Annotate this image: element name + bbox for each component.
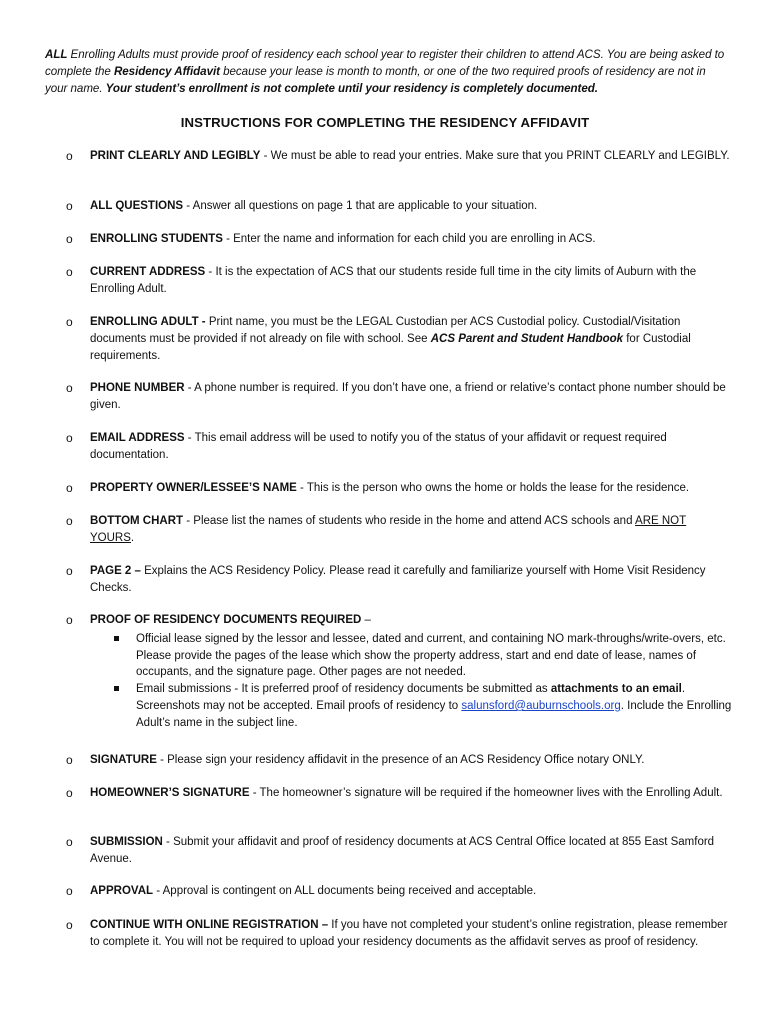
item-text: - It is the expectation of ACS that our students reside full time in the city limits of Auburn with the Enrolling Adult. bbox=[90, 266, 697, 295]
item-text: Print name, you must be the LEGAL Custodian per ACS Custodial policy. Custodial/Visitation documents must be provided if not already on file with school. See bbox=[90, 316, 681, 345]
instructions-heading: INSTRUCTIONS FOR COMPLETING THE RESIDENCY AFFIDAVIT bbox=[180, 115, 590, 130]
item-label: CURRENT ADDRESS bbox=[90, 266, 206, 278]
intro-emphasis: Your student’s enrollment is not complete until your residency is completely documented. bbox=[105, 82, 598, 95]
item-text: - Please sign your residency affidavit in the presence of an ACS Residency Office notary ONLY. bbox=[156, 754, 645, 766]
bullet-icon: o bbox=[66, 514, 73, 528]
item-text: - This is the person who owns the home or holds the lease for the residence. bbox=[296, 482, 690, 494]
item-text: - We must be able to read your entries. Make sure that you PRINT CLEARLY and LEGIBLY. bbox=[260, 150, 730, 162]
item-label: PROPERTY OWNER/LESSEE’S NAME bbox=[90, 482, 297, 494]
item-text: - A phone number is required. If you don’t have one, a friend or relative’s contact phone number should be given. bbox=[90, 382, 726, 411]
bullet-icon: o bbox=[66, 381, 73, 395]
item-text: Explains the ACS Residency Policy. Please read it carefully and familiarize yourself with Home Visit Residency Checks. bbox=[90, 565, 706, 594]
item-label: PHONE NUMBER bbox=[90, 382, 185, 394]
intro-residency-affidavit: Residency Affidavit bbox=[113, 65, 220, 78]
instruction-approval bbox=[66, 883, 730, 900]
bullet-icon: o bbox=[66, 753, 73, 767]
intro-text-2: because your lease is month to month, or one of the two required proofs of residency are not in your name. bbox=[45, 65, 706, 95]
item-text: – bbox=[361, 614, 371, 626]
bullet-icon: o bbox=[66, 265, 73, 279]
attachments-emphasis: attachments to an email bbox=[550, 683, 682, 696]
bullet-icon: o bbox=[66, 232, 73, 246]
email-link[interactable]: salunsford@auburnschools.org bbox=[461, 699, 621, 712]
instruction-submission bbox=[66, 834, 730, 868]
item-label: PAGE 2 – bbox=[90, 565, 141, 577]
instruction-enrolling-adult bbox=[66, 314, 730, 364]
instruction-enrolling-students bbox=[66, 231, 730, 248]
instruction-bottom-chart bbox=[66, 513, 730, 547]
item-label: SIGNATURE bbox=[90, 754, 157, 766]
sub-item-text-2: . Screenshots may not be accepted. Email proofs of residency to bbox=[136, 683, 686, 712]
item-label: CONTINUE WITH ONLINE REGISTRATION – bbox=[90, 919, 329, 931]
item-label: SUBMISSION bbox=[90, 836, 163, 848]
intro-paragraph bbox=[45, 46, 725, 97]
square-bullet-icon bbox=[114, 636, 119, 641]
item-text: - Submit your affidavit and proof of residency documents at ACS Central Office located at 855 East Samford Avenue. bbox=[90, 836, 715, 865]
intro-text-1: Enrolling Adults must provide proof of residency each school year to register their children to attend ACS. You are being asked to complete the bbox=[45, 48, 725, 78]
bullet-icon: o bbox=[66, 786, 73, 800]
bullet-icon: o bbox=[66, 918, 73, 932]
sub-item-lease bbox=[136, 631, 732, 681]
item-text: - Approval is contingent on ALL documents being received and acceptable. bbox=[153, 885, 537, 897]
sub-item-text: Email submissions - It is preferred proof of residency documents be submitted as bbox=[136, 683, 551, 696]
item-label: ALL QUESTIONS bbox=[90, 200, 184, 212]
instruction-current-address bbox=[66, 264, 730, 298]
item-label: PROOF OF RESIDENCY DOCUMENTS REQUIRED bbox=[90, 614, 362, 626]
item-text: - Answer all questions on page 1 that are applicable to your situation. bbox=[183, 200, 538, 212]
item-text: - Enter the name and information for each child you are enrolling in ACS. bbox=[222, 233, 596, 245]
are-not-yours: ARE NOT YOURS bbox=[90, 515, 687, 544]
instruction-page-2 bbox=[66, 563, 730, 597]
instruction-homeowner-signature bbox=[66, 785, 730, 802]
item-text: - Please list the names of students who reside in the home and attend ACS schools and bbox=[183, 515, 636, 527]
bullet-icon: o bbox=[66, 315, 73, 329]
item-label: PRINT CLEARLY AND LEGIBLY bbox=[90, 150, 261, 162]
bullet-icon: o bbox=[66, 564, 73, 578]
instruction-email-address bbox=[66, 430, 730, 464]
item-label: EMAIL ADDRESS bbox=[90, 432, 185, 444]
instruction-phone-number bbox=[66, 380, 730, 414]
bullet-icon: o bbox=[66, 481, 73, 495]
item-text: If you have not completed your student’s online registration, please remember to complete it. You will not be required to upload your residency documents as the affidavit serves as proof of residency. bbox=[90, 919, 728, 948]
item-text-2: for Custodial requirements. bbox=[90, 332, 691, 362]
item-text-2: . bbox=[130, 531, 135, 544]
square-bullet-icon bbox=[114, 686, 119, 691]
instruction-proof-of-residency bbox=[66, 612, 732, 732]
item-label: ENROLLING ADULT - bbox=[90, 316, 209, 328]
bullet-icon: o bbox=[66, 149, 73, 163]
bullet-icon: o bbox=[66, 884, 73, 898]
item-text: - The homeowner’s signature will be required if the homeowner lives with the Enrolling Adult. bbox=[249, 787, 723, 799]
intro-all: ALL bbox=[45, 48, 68, 61]
instruction-all-questions bbox=[66, 198, 730, 215]
instruction-online-registration bbox=[66, 917, 730, 951]
sub-item-email-submissions bbox=[136, 681, 732, 731]
instruction-print-clearly bbox=[66, 148, 730, 165]
item-label: ENROLLING STUDENTS bbox=[90, 233, 223, 245]
item-text: - This email address will be used to notify you of the status of your affidavit or request required documentation. bbox=[90, 432, 667, 461]
bullet-icon: o bbox=[66, 199, 73, 213]
sub-item-text: Official lease signed by the lessor and lessee, dated and current, and containing NO mark-throughs/write-overs, etc. Please provide the pages of the lease which show the property address, start and end date of lease, names of occupants, and the signature page. Other pages are not needed. bbox=[136, 632, 726, 679]
item-label: HOMEOWNER’S SIGNATURE bbox=[90, 787, 250, 799]
item-label: BOTTOM CHART bbox=[90, 515, 184, 527]
item-label: APPROVAL bbox=[90, 885, 154, 897]
sub-item-text-3: . Include the Enrolling Adult’s name in the subject line. bbox=[136, 699, 732, 729]
handbook-reference: ACS Parent and Student Handbook bbox=[430, 332, 624, 345]
instruction-signature bbox=[66, 752, 730, 769]
bullet-icon: o bbox=[66, 835, 73, 849]
bullet-icon: o bbox=[66, 431, 73, 445]
bullet-icon: o bbox=[66, 613, 73, 627]
instruction-property-owner bbox=[66, 480, 730, 497]
